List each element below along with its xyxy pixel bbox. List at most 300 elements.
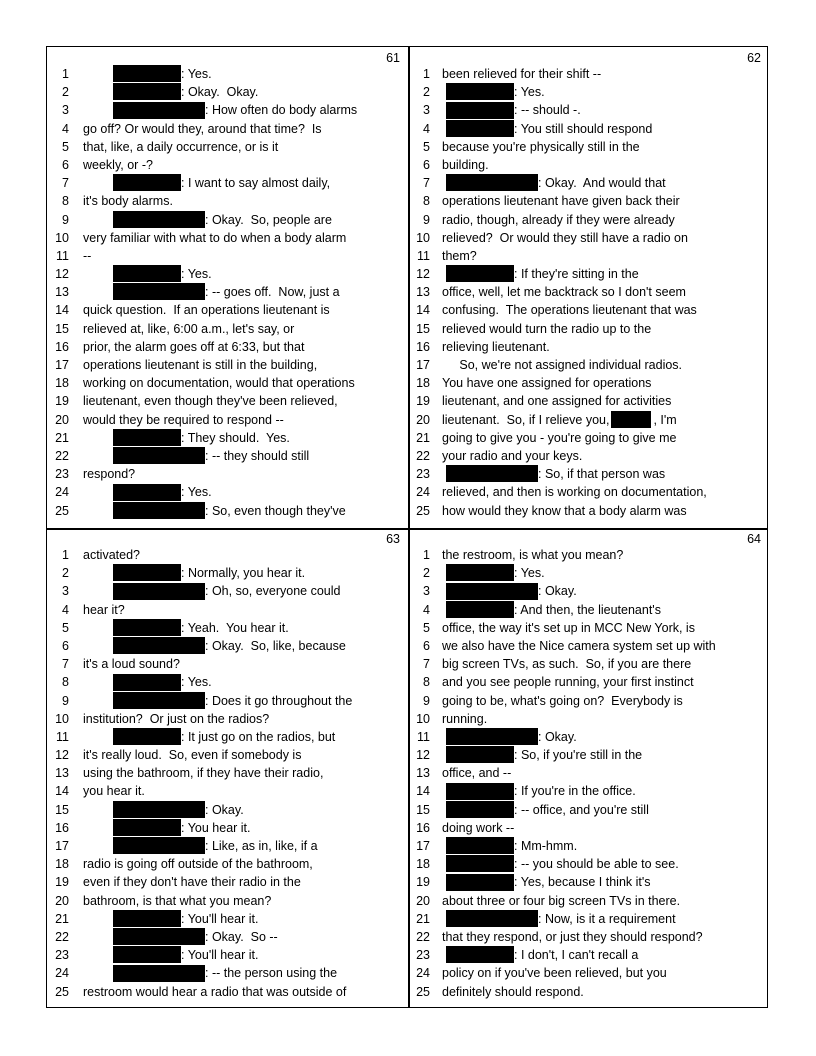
line-text [442, 946, 761, 964]
line-text-content: doing work -- [442, 820, 515, 835]
line-text-content: even if they don't have their radio in the [83, 875, 301, 890]
line-text-content: respond? [83, 467, 136, 482]
line-number: 6 [62, 157, 69, 172]
line-number: 22 [416, 929, 430, 944]
line-text-content: activated? [83, 548, 140, 562]
line-list [408, 546, 769, 1001]
line-text [442, 546, 761, 564]
transcript-line [408, 211, 769, 229]
line-text [442, 710, 761, 728]
line-text-content: working on documentation, would that operations [83, 376, 355, 391]
line-text [442, 465, 761, 483]
line-text [442, 582, 761, 600]
line-text-content: : -- goes off. Now, just a [205, 285, 340, 300]
line-text [442, 83, 761, 101]
redaction-bar [113, 211, 205, 228]
line-text [442, 283, 761, 301]
transcript-line [47, 619, 408, 637]
line-text [83, 283, 400, 301]
line-number: 9 [423, 212, 430, 227]
line-number: 24 [55, 485, 69, 500]
line-number: 2 [423, 566, 430, 581]
transcript-line [408, 928, 769, 946]
line-number: 10 [55, 711, 69, 726]
transcript-line [408, 728, 769, 746]
line-number: 5 [423, 139, 430, 154]
line-text [83, 356, 400, 374]
transcript-line [47, 928, 408, 946]
line-number: 13 [416, 766, 430, 781]
line-number: 17 [55, 839, 69, 853]
line-number: 1 [62, 548, 69, 562]
line-text-content: : Normally, you hear it. [181, 566, 306, 581]
line-text-content: : Yeah. You hear it. [181, 620, 289, 635]
line-text-content: relieved at, like, 6:00 a.m., let's say, or [83, 321, 295, 336]
line-number: 25 [55, 503, 69, 518]
transcript-line [47, 192, 408, 210]
line-number: 22 [55, 448, 69, 463]
transcript-line [47, 655, 408, 673]
line-number: 24 [55, 966, 69, 981]
line-text [83, 483, 400, 501]
line-number: 15 [416, 802, 430, 817]
line-text [83, 465, 400, 483]
transcript-line [408, 692, 769, 710]
line-number: 8 [423, 675, 430, 690]
line-number: 16 [55, 339, 69, 354]
redaction-bar [113, 637, 205, 654]
transcript-line [408, 174, 769, 192]
transcript-line [408, 247, 769, 265]
line-number: 16 [416, 820, 430, 835]
line-text-content: relieved? Or would they still have a radio on [442, 230, 688, 245]
transcript-line [408, 356, 769, 374]
transcript-line [47, 855, 408, 873]
line-text-content: : Yes. [181, 267, 212, 282]
line-text-content: policy on if you've been relieved, but you [442, 966, 667, 981]
line-text-content: big screen TVs, as such. So, if you are there [442, 657, 692, 672]
line-text-content: : -- you should be able to see. [514, 857, 679, 872]
transcript-line [408, 873, 769, 891]
line-number: 23 [416, 948, 430, 963]
redaction-bar [446, 564, 514, 581]
line-text-content: : Mm-hmm. [514, 839, 578, 853]
line-text [83, 392, 400, 410]
line-text [83, 946, 400, 964]
transcript-line [408, 429, 769, 447]
transcript-line [47, 465, 408, 483]
line-text [83, 746, 400, 764]
line-text-content: would they be required to respond -- [83, 412, 284, 427]
line-text-content: using the bathroom, if they have their radio, [83, 766, 324, 781]
line-text [442, 174, 761, 192]
line-text [83, 247, 400, 265]
line-number: 15 [55, 321, 69, 336]
transcript-line [47, 247, 408, 265]
line-text-content: So, we're not assigned individual radios. [442, 358, 683, 372]
line-text [83, 411, 400, 429]
redaction-bar [446, 746, 514, 763]
redaction-bar [113, 484, 181, 501]
transcript-line [408, 946, 769, 964]
redaction-bar [446, 265, 514, 282]
transcript-line [408, 192, 769, 210]
transcript-line [47, 411, 408, 429]
line-number: 20 [416, 893, 430, 908]
line-number: 12 [55, 748, 69, 763]
line-text [442, 156, 761, 174]
transcript-line [47, 746, 408, 764]
line-text [442, 801, 761, 819]
line-number: 14 [55, 303, 69, 318]
line-number: 3 [423, 103, 430, 118]
line-text [442, 564, 761, 582]
line-text [83, 910, 400, 928]
line-number: 4 [423, 602, 430, 617]
transcript-line [408, 374, 769, 392]
transcript-line [47, 637, 408, 655]
line-text-content: : They should. Yes. [181, 430, 290, 445]
line-text-content: relieved, and then is working on documentation, [442, 485, 707, 500]
transcript-line [408, 483, 769, 501]
line-text [442, 983, 761, 1001]
line-text-content: confusing. The operations lieutenant that was [442, 303, 697, 318]
transcript-line [408, 619, 769, 637]
line-text [442, 910, 761, 928]
transcript-line [408, 283, 769, 301]
line-text [83, 138, 400, 156]
line-number: 14 [416, 784, 430, 799]
redaction-bar [446, 83, 514, 100]
line-text-content: we also have the Nice camera system set up with [442, 638, 716, 653]
redaction-bar [446, 874, 514, 891]
line-text-content: : Yes. [514, 85, 545, 100]
transcript-line [408, 746, 769, 764]
line-text [83, 801, 400, 819]
line-text [442, 601, 761, 619]
line-number: 13 [55, 285, 69, 300]
transcript-line [47, 764, 408, 782]
line-text [442, 247, 761, 265]
transcript-sheet [46, 46, 768, 1008]
line-text-content: : Yes. [181, 675, 212, 690]
line-text-content: : It just go on the radios, but [181, 729, 336, 744]
line-text-content: institution? Or just on the radios? [83, 711, 270, 726]
line-list [47, 546, 408, 1001]
redaction-bar [113, 102, 205, 119]
line-text-content: : Yes. [181, 67, 212, 81]
transcript-line [47, 265, 408, 283]
line-text-content: : How often do body alarms [205, 103, 358, 118]
line-text-content: building. [442, 157, 489, 172]
line-text [442, 301, 761, 319]
redaction-bar [446, 728, 538, 745]
line-text [83, 564, 400, 582]
line-number: 4 [62, 121, 69, 136]
redaction-bar [446, 583, 538, 600]
redaction-bar [113, 946, 181, 963]
line-number: 11 [56, 729, 69, 744]
redaction-bar [113, 965, 205, 982]
transcript-line [408, 447, 769, 465]
transcript-line [47, 502, 408, 520]
line-text [442, 392, 761, 410]
line-number: 4 [423, 121, 430, 136]
line-number: 1 [62, 67, 69, 81]
line-text [442, 338, 761, 356]
line-text-content: about three or four big screen TVs in there. [442, 893, 681, 908]
line-text-content: : Okay. So, like, because [205, 638, 346, 653]
line-number: 11 [56, 248, 69, 263]
line-text [83, 546, 400, 564]
transcript-line [47, 546, 408, 564]
line-text [83, 83, 400, 101]
line-text [442, 265, 761, 283]
line-text [83, 320, 400, 338]
line-number: 15 [416, 321, 430, 336]
line-text-content: bathroom, is that what you mean? [83, 893, 272, 908]
line-text [83, 892, 400, 910]
line-text-content: : Like, as in, like, if a [205, 839, 318, 853]
line-number: 5 [62, 620, 69, 635]
redaction-bar [446, 783, 514, 800]
line-number: 10 [55, 230, 69, 245]
transcript-line [408, 801, 769, 819]
transcript-line [47, 283, 408, 301]
page-63 [47, 528, 408, 1009]
redaction-bar [113, 692, 205, 709]
line-text-content: you hear it. [83, 784, 145, 799]
transcript-line [47, 983, 408, 1001]
transcript-line [408, 338, 769, 356]
redaction-bar [611, 411, 651, 428]
transcript-line [408, 637, 769, 655]
transcript-line [408, 502, 769, 520]
redaction-bar [113, 502, 205, 519]
line-text-content: : Okay. [538, 584, 577, 599]
line-number: 5 [62, 139, 69, 154]
transcript-line [47, 782, 408, 800]
transcript-line [47, 138, 408, 156]
line-text-content: radio is going off outside of the bathroom, [83, 857, 313, 872]
transcript-line [47, 601, 408, 619]
transcript-line [408, 582, 769, 600]
line-text [83, 601, 400, 619]
line-text [442, 101, 761, 119]
redaction-bar [446, 120, 514, 137]
transcript-line [47, 229, 408, 247]
line-text [83, 374, 400, 392]
redaction-bar [113, 619, 181, 636]
line-text [442, 192, 761, 210]
line-text-content: : I want to say almost daily, [181, 176, 331, 191]
transcript-line [47, 174, 408, 192]
transcript-line [47, 338, 408, 356]
transcript-line [408, 156, 769, 174]
line-text [442, 837, 761, 855]
line-number: 18 [55, 857, 69, 872]
line-text-content: : Yes. [514, 566, 545, 581]
line-number: 21 [416, 911, 430, 926]
line-text-content: : -- should -. [514, 103, 581, 118]
line-text-content: radio, though, already if they were already [442, 212, 675, 227]
line-text [83, 229, 400, 247]
line-text [83, 211, 400, 229]
line-list [47, 65, 408, 520]
line-text-content: and you see people running, your first instinct [442, 675, 694, 690]
line-text-content: : Okay. [205, 802, 244, 817]
transcript-line [408, 83, 769, 101]
line-text-content: that, like, a daily occurrence, or is it [83, 139, 279, 154]
line-text [442, 138, 761, 156]
line-text [83, 710, 400, 728]
transcript-line [408, 101, 769, 119]
line-text-content: : -- the person using the [205, 966, 338, 981]
line-text-content: lieutenant. So, if I relieve you, [442, 412, 610, 427]
line-text-content: definitely should respond. [442, 984, 584, 999]
line-text-content: You have one assigned for operations [442, 376, 652, 391]
transcript-line [47, 65, 408, 83]
line-text-content: operations lieutenant is still in the building, [83, 358, 318, 372]
line-number: 24 [416, 485, 430, 500]
transcript-line [408, 710, 769, 728]
transcript-line [408, 855, 769, 873]
transcript-line [408, 837, 769, 855]
redaction-bar [446, 855, 514, 872]
redaction-bar [113, 429, 181, 446]
line-text-content: running. [442, 711, 488, 726]
line-text [442, 673, 761, 691]
line-number: 3 [62, 103, 69, 118]
transcript-line [408, 120, 769, 138]
line-text-content: how would they know that a body alarm was [442, 503, 687, 518]
line-number: 17 [416, 358, 430, 372]
line-number: 3 [423, 584, 430, 599]
transcript-line [408, 983, 769, 1001]
line-number: 6 [62, 638, 69, 653]
line-text [442, 65, 761, 83]
line-number: 18 [416, 857, 430, 872]
line-text-content: : Now, is it a requirement [538, 911, 676, 926]
line-text [442, 855, 761, 873]
line-number: 8 [62, 675, 69, 690]
line-text [83, 855, 400, 873]
line-text-content: going to give you - you're going to give me [442, 430, 677, 445]
line-number: 4 [62, 602, 69, 617]
transcript-line [408, 320, 769, 338]
redaction-bar [446, 601, 514, 618]
line-number: 18 [55, 376, 69, 391]
line-text-content: : Does it go throughout the [205, 693, 353, 708]
line-text [83, 837, 400, 855]
line-text-content: : So, if you're still in the [514, 748, 643, 763]
line-text-content: lieutenant, and one assigned for activities [442, 394, 672, 409]
redaction-bar [113, 801, 205, 818]
line-text [442, 447, 761, 465]
line-text [442, 873, 761, 891]
transcript-line [47, 710, 408, 728]
line-text-content: : You'll hear it. [181, 948, 259, 963]
line-text-content: office, and -- [442, 766, 512, 781]
line-text [83, 582, 400, 600]
line-number: 21 [55, 430, 69, 445]
line-number: 25 [55, 984, 69, 999]
transcript-line [47, 692, 408, 710]
line-text-content: , I'm [653, 412, 677, 427]
line-number: 22 [55, 929, 69, 944]
line-number: 10 [416, 230, 430, 245]
line-number: 20 [55, 893, 69, 908]
line-text [442, 120, 761, 138]
page-number: 61 [386, 51, 400, 65]
line-text-content: them? [442, 248, 477, 263]
line-text [83, 156, 400, 174]
transcript-line [47, 356, 408, 374]
redaction-bar [113, 174, 181, 191]
line-number: 14 [416, 303, 430, 318]
transcript-line [408, 892, 769, 910]
line-list [408, 65, 769, 520]
line-number: 7 [423, 176, 430, 191]
page-62 [408, 47, 769, 528]
line-text [83, 692, 400, 710]
line-text [442, 374, 761, 392]
line-number: 13 [55, 766, 69, 781]
redaction-bar [113, 837, 205, 854]
line-number: 19 [416, 875, 430, 890]
transcript-line [47, 374, 408, 392]
line-number: 16 [416, 339, 430, 354]
line-text-content: : Okay. And would that [538, 176, 666, 191]
line-text-content: hear it? [83, 602, 125, 617]
line-text [83, 174, 400, 192]
line-number: 13 [416, 285, 430, 300]
line-text [83, 120, 400, 138]
line-text [83, 637, 400, 655]
line-text [83, 819, 400, 837]
line-text-content: : -- they should still [205, 448, 310, 463]
transcript-line [47, 892, 408, 910]
transcript-line [47, 964, 408, 982]
line-text [442, 655, 761, 673]
line-number: 11 [417, 729, 430, 744]
line-number: 6 [423, 157, 430, 172]
line-text-content: prior, the alarm goes off at 6:33, but that [83, 339, 305, 354]
line-number: 12 [416, 267, 430, 282]
line-number: 15 [55, 802, 69, 817]
line-text-content: -- [83, 248, 92, 263]
line-number: 12 [55, 267, 69, 282]
transcript-line [47, 564, 408, 582]
line-text [442, 502, 761, 520]
line-text-content: : -- office, and you're still [514, 802, 649, 817]
line-text [442, 356, 761, 374]
line-number: 9 [62, 212, 69, 227]
line-text-content: your radio and your keys. [442, 448, 583, 463]
redaction-bar [113, 728, 181, 745]
transcript-line [47, 429, 408, 447]
transcript-line [408, 392, 769, 410]
line-text-content: : If you're in the office. [514, 784, 636, 799]
line-text [83, 873, 400, 891]
line-number: 2 [62, 85, 69, 100]
transcript-line [408, 819, 769, 837]
line-text-content: : You hear it. [181, 820, 251, 835]
redaction-bar [113, 674, 181, 691]
transcript-line [47, 728, 408, 746]
transcript-line [408, 65, 769, 83]
line-text-content: : So, even though they've [205, 503, 346, 518]
